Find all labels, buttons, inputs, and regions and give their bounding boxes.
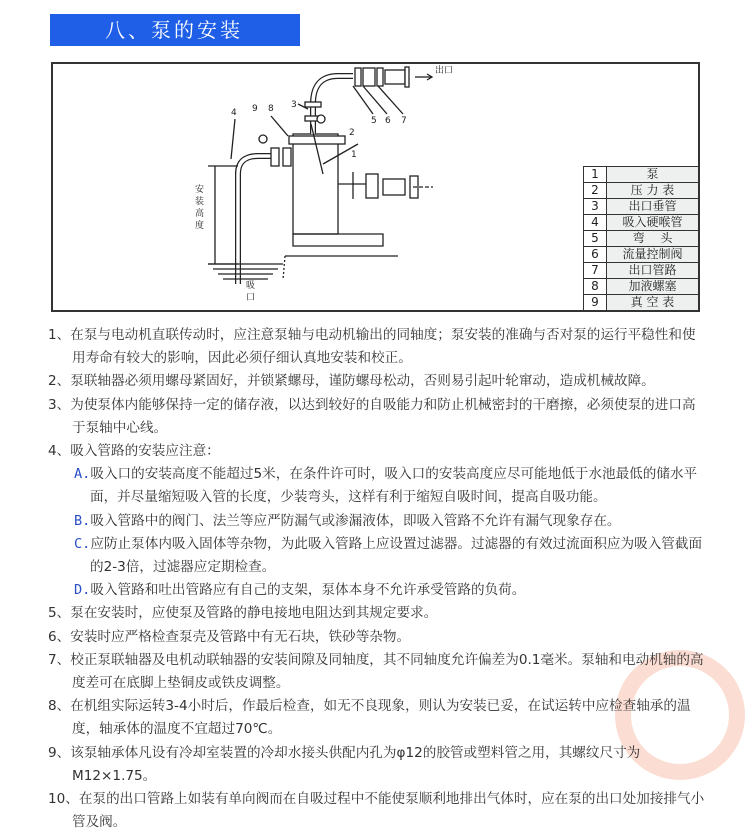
- table-row: [584, 183, 699, 199]
- sub-note-letter: C.: [74, 535, 91, 552]
- callout-9: 9: [252, 104, 258, 114]
- note-text: 在泵与电动机直联传动时，应注意泵轴与电动机输出的同轴度；泵安装的准确与否对泵的运行平稳性和使用寿命有较大的影响，因此必须仔细认真地安装和校正。: [70, 327, 696, 367]
- part-name: 压 力 表: [607, 183, 699, 198]
- sub-note-item: [48, 463, 708, 509]
- note-text: 在机组实际运转3-4小时后，作最后检查，如无不良现象，则认为安装已妥，在试运转中应检查轴承的温度，轴承体的温度不宜超过70℃。: [70, 698, 691, 738]
- table-row: [584, 199, 699, 215]
- note-text: 泵在安装时，应使泵及管路的静电接地电阻达到其规定要求。: [70, 605, 438, 622]
- note-item: [48, 649, 708, 695]
- sub-note-letter: B.: [74, 512, 91, 529]
- part-name: 弯 头: [607, 231, 699, 246]
- sub-note-item: [48, 579, 708, 602]
- note-item: [48, 626, 708, 649]
- part-no: 9: [584, 295, 607, 310]
- installation-notes: [48, 324, 708, 834]
- sub-note-item: [48, 533, 708, 579]
- note-text: 校正泵联轴器及电机动联轴器的安装间隙及同轴度，其不同轴度允许偏差为0.1毫米。泵轴和电动机轴的高度差可在底脚上垫铜皮或铁皮调整。: [70, 651, 704, 692]
- note-text: 为使泵体内能够保持一定的储存液，以达到较好的自吸能力和防止机械密封的干磨擦，必须使泵的进口高于泵轴中心线。: [70, 396, 696, 436]
- part-name: 流量控制阀: [607, 247, 699, 262]
- sub-note-item: [48, 510, 708, 533]
- table-row: [584, 215, 699, 231]
- callout-8: 8: [268, 104, 274, 114]
- table-row: [584, 263, 699, 279]
- part-no: 7: [584, 263, 607, 278]
- part-name: 吸入硬喉管: [607, 215, 699, 230]
- note-number: 1、: [48, 327, 71, 343]
- note-number: 9、: [48, 744, 71, 761]
- pump-drawing: [53, 64, 573, 310]
- note-text: 在泵的出口管路上如装有单向阀而在自吸过程中不能使泵顺利地排出气体时，应在泵的出口处加接排气小管及阀。: [72, 791, 705, 831]
- installation-diagram: [51, 62, 700, 312]
- note-item: [48, 742, 708, 788]
- part-no: 4: [584, 215, 607, 230]
- callout-4: 4: [231, 108, 237, 118]
- sub-note-text: 吸入管路中的阀门、法兰等应严防漏气或渗漏液体，即吸入管路不允许有漏气现象存在。: [90, 512, 621, 529]
- note-text: 该泵轴承体凡设有冷却室装置的冷却水接头供配内孔为φ12的胶管或塑料管之用，其螺纹尺寸为M12×1.75。: [70, 744, 641, 784]
- callout-1: 1: [351, 150, 357, 160]
- note-number: 4、: [48, 443, 71, 460]
- sub-note-letter: D.: [74, 582, 91, 599]
- table-row: [584, 247, 699, 263]
- part-name: 真 空 表: [607, 295, 699, 310]
- part-no: 3: [584, 199, 607, 214]
- note-number: 5、: [48, 605, 71, 622]
- note-item: [48, 394, 708, 440]
- note-number: 2、: [48, 373, 71, 390]
- part-no: 8: [584, 279, 607, 294]
- install-height-label: 安装高度: [195, 185, 205, 231]
- note-number: 3、: [48, 396, 71, 413]
- note-item: [48, 788, 708, 834]
- note-text: 安装时应严格检查泵壳及管路中有无石块，铁砂等杂物。: [70, 628, 411, 645]
- part-name: 泵: [607, 167, 699, 182]
- note-item: [48, 440, 708, 463]
- callout-6: 6: [385, 116, 391, 126]
- table-row: [584, 295, 699, 311]
- callout-7: 7: [401, 116, 407, 126]
- section-title: 八、泵的安装: [50, 14, 300, 46]
- callout-3: 3: [291, 100, 297, 110]
- callout-5: 5: [371, 116, 377, 126]
- note-item: [48, 695, 708, 741]
- sub-note-text: 应防止泵体内吸入固体等杂物，为此吸入管路上应设置过滤器。过滤器的有效过流面积应为吸入管截面的2-3倍，过滤器应定期检查。: [90, 535, 703, 576]
- parts-table: [583, 166, 699, 311]
- table-row: [584, 231, 699, 247]
- part-no: 1: [584, 167, 607, 182]
- note-text: 泵联轴器必须用螺母紧固好，并锁紧螺母，谨防螺母松动，否则易引起叶轮窜动，造成机械故障。: [70, 373, 655, 390]
- note-item: [48, 370, 708, 393]
- callout-2: 2: [349, 128, 355, 138]
- outlet-label: 出口: [435, 66, 454, 76]
- part-no: 2: [584, 183, 607, 198]
- note-number: 10、: [48, 791, 79, 808]
- sub-note-text: 吸入口的安装高度不能超过5米，在条件许可时，吸入口的安装高度应尽可能地低于水池最低的储水平面，并尽量缩短吸入管的长度，少装弯头，这样有利于缩短自吸时间，提高自吸功能。: [90, 466, 698, 506]
- sub-note-letter: A.: [74, 466, 91, 483]
- part-no: 5: [584, 231, 607, 246]
- sub-note-text: 吸入管路和吐出管路应有自己的支架，泵体本身不允许承受管路的负荷。: [90, 582, 526, 599]
- note-number: 8、: [48, 698, 71, 715]
- table-row: [584, 279, 699, 295]
- part-name: 出口垂管: [607, 199, 699, 214]
- part-name: 加液螺塞: [607, 279, 699, 294]
- note-number: 6、: [48, 628, 71, 645]
- part-name: 出口管路: [607, 263, 699, 278]
- part-no: 6: [584, 247, 607, 262]
- note-item: [48, 602, 708, 625]
- note-item: [48, 324, 708, 370]
- note-text: 吸入管路的安装应注意：: [70, 443, 220, 460]
- inlet-label: 吸口: [246, 281, 256, 303]
- table-row: [584, 167, 699, 183]
- note-number: 7、: [48, 651, 71, 668]
